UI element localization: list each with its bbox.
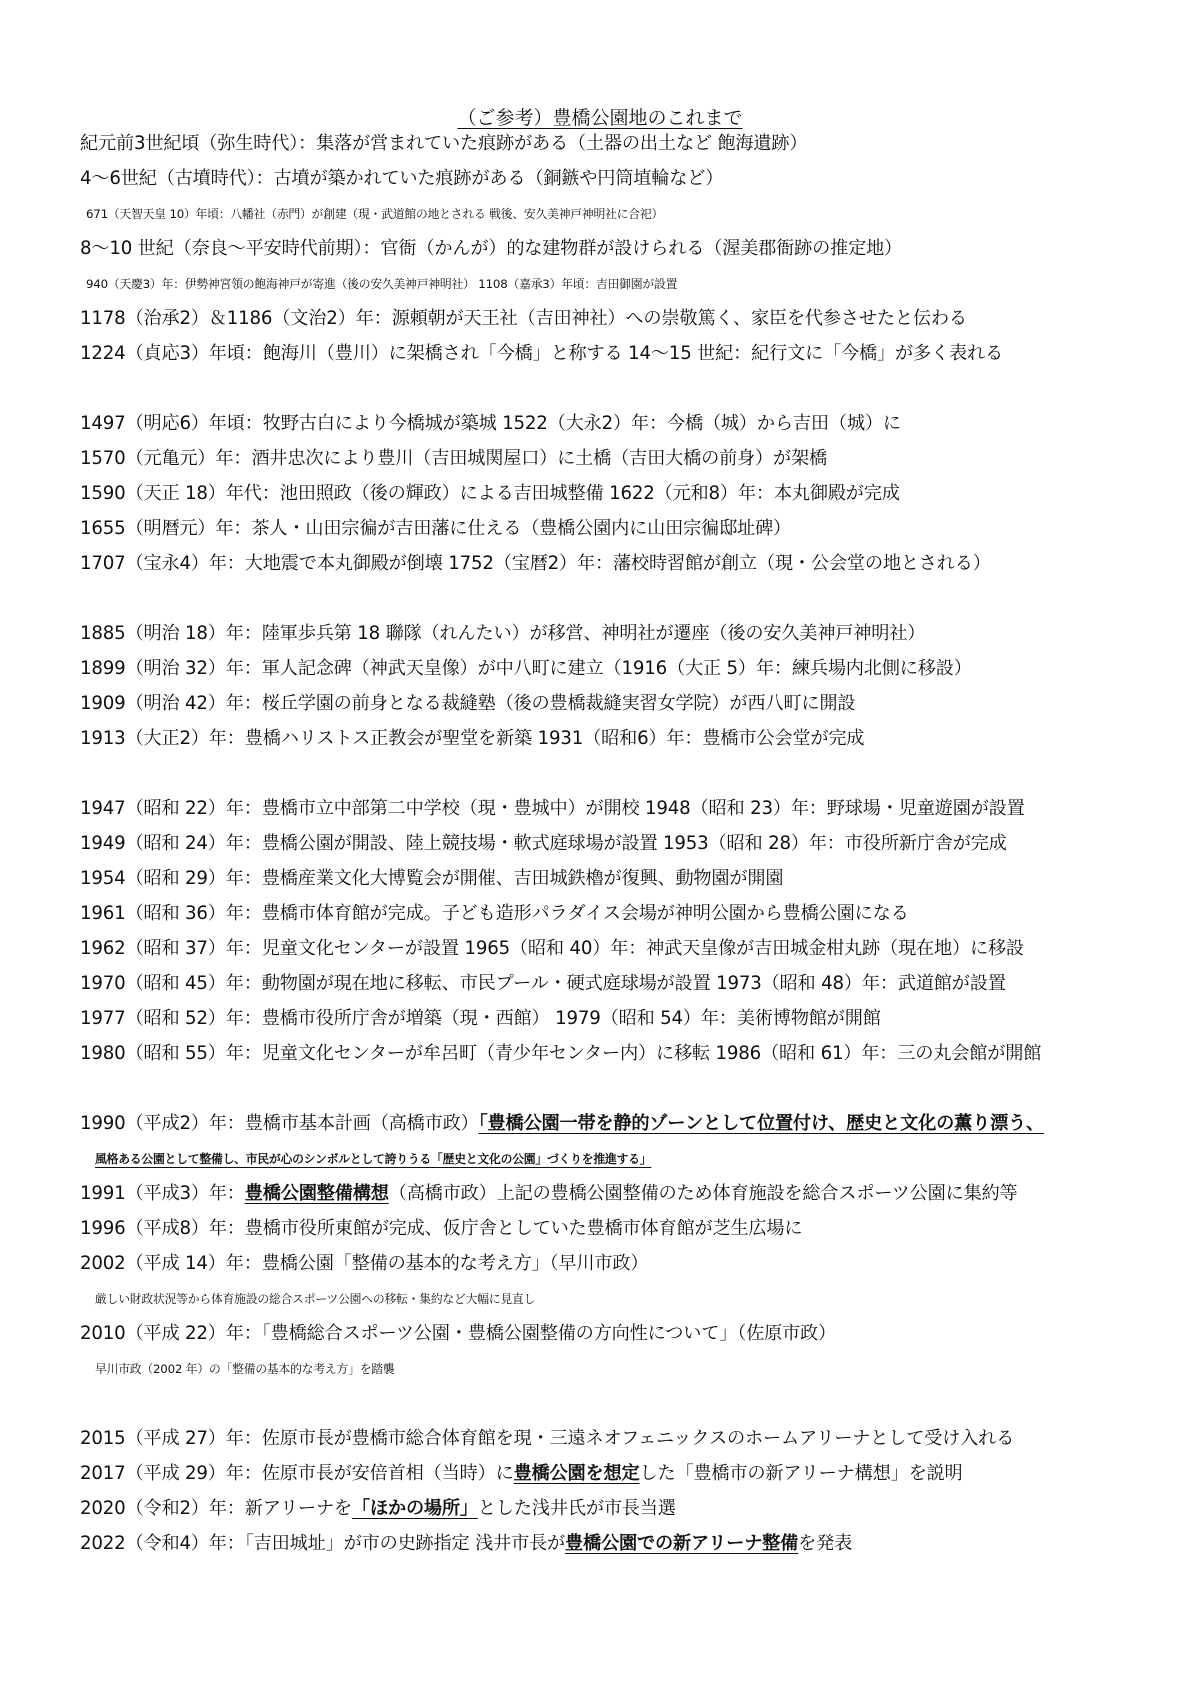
timeline-line: 1980（昭和 55）年：児童文化センターが牟呂町（青少年センター内）に移転 1986（昭和 61）年：三の丸会館が開館	[80, 1043, 1042, 1064]
timeline-line: 2015（平成 27）年：佐原市長が豊橋市総合体育館を現・三遠ネオフェニックスのホームアリーナとして受け入れる	[80, 1428, 1015, 1449]
timeline-line: 紀元前3世紀頃（弥生時代）：集落が営まれていた痕跡がある（土器の出土など 飽海遺跡）	[80, 133, 808, 154]
timeline-line: 1497（明応6）年頃：牧野古白により今橋城が築城 1522（大永2）年：今橋（城）から吉田（城）に	[80, 413, 901, 434]
line-text: 2017（平成 29）年：佐原市長が安倍首相（当時）に	[80, 1463, 514, 1484]
line-text: を発表	[798, 1533, 853, 1554]
highlighted-policy-text: 「豊橋公園一帯を静的ゾーンとして位置付け、歴史と文化の薫り漂う、	[478, 1113, 1045, 1134]
highlighted-text: 豊橋公園での新アリーナ整備	[565, 1533, 799, 1554]
timeline-line: 1961（昭和 36）年：豊橋市体育館が完成。子ども造形パラダイス会場が神明公園から豊橋公園になる	[80, 903, 909, 924]
timeline-line: 1977（昭和 52）年：豊橋市役所庁舎が増築（現・西館） 1979（昭和 54）年：美術博物館が開館	[80, 1008, 881, 1029]
timeline-line: 1954（昭和 29）年：豊橋産業文化大博覧会が開催、吉田城鉄櫓が復興、動物園が開園	[80, 868, 784, 889]
timeline-line: 1962（昭和 37）年：児童文化センターが設置 1965（昭和 40）年：神武天皇像が吉田城金柑丸跡（現在地）に移設	[80, 938, 1024, 959]
timeline-line	[80, 1181, 1190, 1207]
timeline-line: 1949（昭和 24）年：豊橋公園が開設、陸上競技場・軟式庭球場が設置 1953（昭和 28）年：市役所新庁舎が完成	[80, 833, 1007, 854]
timeline-line	[80, 1111, 1190, 1137]
timeline-line: 2002（平成 14）年：豊橋公園「整備の基本的な考え方」（早川市政）	[80, 1253, 649, 1274]
line-text: した「豊橋市の新アリーナ構想」を説明	[639, 1463, 963, 1484]
timeline-line: 8～10 世紀（奈良～平安時代前期）：官衙（かんが）的な建物群が設けられる（渥美郡衙跡の推定地）	[80, 238, 903, 259]
line-text: 2022（令和4）年：「吉田城址」が市の史跡指定 浅井市長が	[80, 1533, 566, 1554]
timeline-line: 1590（天正 18）年代：池田照政（後の輝政）による吉田城整備 1622（元和8）年：本丸御殿が完成	[80, 483, 900, 504]
timeline-line: 1970（昭和 45）年：動物園が現在地に移転、市民プール・硬式庭球場が設置 1973（昭和 48）年：武道館が設置	[80, 973, 1006, 994]
timeline-line	[80, 1461, 1190, 1487]
highlighted-policy-text: 風格ある公園として整備し、市民が心のシンボルとして誇りうる「歴史と文化の公園」づくりを推進する」	[95, 1152, 652, 1166]
timeline-line	[80, 1531, 1190, 1557]
timeline-line: 厳しい財政状況等から体育施設の総合スポーツ公園への移転・集約など大幅に見直し	[95, 1292, 536, 1306]
line-text: 1991（平成3）年：	[80, 1183, 245, 1204]
line-text: とした浅井氏が市長当選	[477, 1498, 676, 1519]
timeline-line: 早川市政（2002 年）の「整備の基本的な考え方」を踏襲	[95, 1362, 395, 1376]
timeline-line: 1570（元亀元）年：酒井忠次により豊川（吉田城関屋口）に土橋（吉田大橋の前身）が架橋	[80, 448, 827, 469]
timeline-line: 1899（明治 32）年：軍人記念碑（神武天皇像）が中八町に建立（1916（大正 5）年：練兵場内北側に移設）	[80, 658, 972, 679]
timeline-line: 1909（明治 42）年：桜丘学園の前身となる裁縫塾（後の豊橋裁縫実習女学院）が西八町に開設	[80, 693, 856, 714]
highlighted-text: 「ほかの場所」	[351, 1498, 478, 1519]
timeline-line: 1913（大正2）年：豊橋ハリストス正教会が聖堂を新築 1931（昭和6）年：豊橋市公会堂が完成	[80, 728, 865, 749]
line-text: 1990（平成2）年：豊橋市基本計画（高橋市政）	[80, 1113, 479, 1134]
line-text: （高橋市政）上記の豊橋公園整備のため体育施設を総合スポーツ公園に集約等	[388, 1183, 1018, 1204]
timeline-line: 671（天智天皇 10）年頃：八幡社（赤門）が創建（現・武道館の地とされる 戦後、安久美神戸神明社に合祀）	[86, 207, 664, 221]
timeline-line	[95, 1146, 1200, 1172]
timeline-line	[80, 1496, 1190, 1522]
timeline-line: 1885（明治 18）年：陸軍歩兵第 18 聯隊（れんたい）が移営、神明社が遷座（後の安久美神戸神明社）	[80, 623, 926, 644]
page-title-text: （ご参考）豊橋公園地のこれまで	[457, 107, 743, 129]
line-text: 2020（令和2）年：新アリーナを	[80, 1498, 352, 1519]
timeline-line: 1655（明暦元）年：茶人・山田宗徧が吉田藩に仕える（豊橋公園内に山田宗徧邸址碑）	[80, 518, 792, 539]
timeline-line: 1707（宝永4）年：大地震で本丸御殿が倒壊 1752（宝暦2）年：藩校時習館が創立（現・公会堂の地とされる）	[80, 553, 991, 574]
timeline-line: 4～6世紀（古墳時代）：古墳が築かれていた痕跡がある（銅鏃や円筒埴輪など）	[80, 168, 724, 189]
highlighted-plan-text: 豊橋公園整備構想	[244, 1183, 389, 1204]
timeline-line: 1178（治承2）＆1186（文治2）年：源頼朝が天王社（吉田神社）への崇敬篤く、家臣を代参させたと伝わる	[80, 308, 967, 329]
page-title	[0, 104, 1200, 132]
timeline-line: 940（天慶3）年：伊勢神宮領の飽海神戸が寄進（後の安久美神戸神明社） 1108（嘉承3）年頃：吉田御園が設置	[86, 277, 678, 291]
timeline-line: 2010（平成 22）年：「豊橋総合スポーツ公園・豊橋公園整備の方向性について」（佐原市政）	[80, 1323, 837, 1344]
highlighted-text: 豊橋公園を想定	[513, 1463, 640, 1484]
timeline-line: 1996（平成8）年：豊橋市役所東館が完成、仮庁舎としていた豊橋市体育館が芝生広場に	[80, 1218, 803, 1239]
timeline-line: 1947（昭和 22）年：豊橋市立中部第二中学校（現・豊城中）が開校 1948（昭和 23）年：野球場・児童遊園が設置	[80, 798, 1025, 819]
timeline-line: 1224（貞応3）年頃：飽海川（豊川）に架橋され「今橋」と称する 14～15 世紀：紀行文に「今橋」が多く表れる	[80, 343, 1003, 364]
